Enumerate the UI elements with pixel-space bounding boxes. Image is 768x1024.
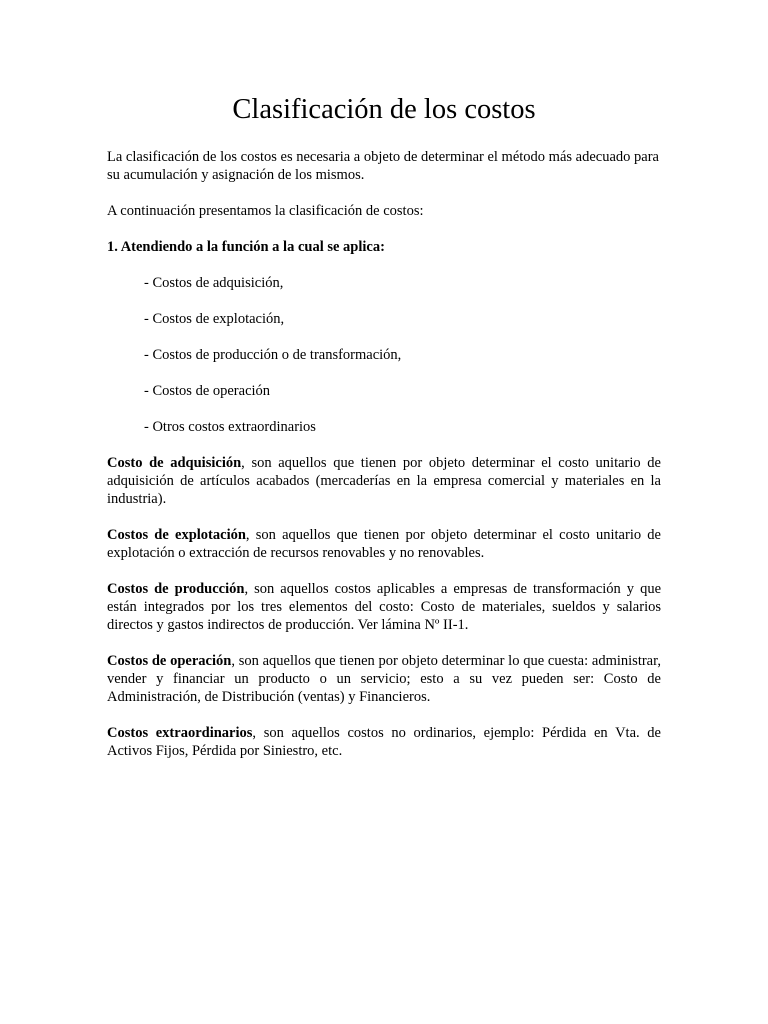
definition-term: Costo de adquisición	[107, 455, 242, 471]
definition-paragraph-adquisicion	[107, 454, 661, 508]
definition-term: Costos de explotación	[107, 527, 246, 543]
list-item: - Costos de adquisición,	[144, 275, 284, 291]
definition-term: Costos extraordinarios	[107, 725, 253, 741]
definition-text: , son aquellos que tienen por objeto determinar lo que cuesta: administrar, vender y financiar un producto o un servicio; esto a su vez pueden ser: Costo de Administración, de Distribución (ventas) y Financieros.	[107, 653, 661, 705]
intro-paragraph: La clasificación de los costos es necesaria a objeto de determinar el método más adecuado para su acumulación y asignación de los mismos.	[107, 149, 659, 183]
definition-text: , son aquellos que tienen por objeto determinar el costo unitario de explotación o extracción de recursos renovables y no renovables.	[107, 527, 661, 561]
section-heading: 1. Atendiendo a la función a la cual se aplica:	[107, 239, 385, 255]
page-title: Clasificación de los costos	[232, 94, 536, 125]
definition-term: Costos de producción	[107, 581, 245, 597]
definition-paragraph-produccion	[107, 580, 661, 634]
list-item: - Costos de operación	[144, 383, 271, 399]
list-item: - Costos de producción o de transformación,	[144, 347, 402, 363]
definition-text: , son aquellos que tienen por objeto determinar el costo unitario de adquisición de artículos acabados (mercaderías en la empresa comercial y materiales en la industria).	[107, 455, 661, 507]
definition-text: , son aquellos costos aplicables a empresas de transformación y que están integrados por los tres elementos del costo: Costo de materiales, sueldos y salarios directos y gastos indirectos de producción. Ver lámina Nº II-1.	[107, 581, 662, 633]
cost-type-list	[107, 274, 661, 436]
definition-paragraph-operacion	[107, 652, 661, 706]
definition-paragraph-explotacion	[107, 526, 661, 562]
lead-paragraph: A continuación presentamos la clasificación de costos:	[107, 203, 424, 219]
list-item: - Otros costos extraordinarios	[144, 419, 316, 435]
list-item: - Costos de explotación,	[144, 311, 285, 327]
document-page	[107, 92, 661, 760]
definition-text: , son aquellos costos no ordinarios, ejemplo: Pérdida en Vta. de Activos Fijos, Pérdida por Siniestro, etc.	[107, 725, 661, 759]
definition-paragraph-extraordinarios	[107, 724, 661, 760]
definition-term: Costos de operación	[107, 653, 232, 669]
